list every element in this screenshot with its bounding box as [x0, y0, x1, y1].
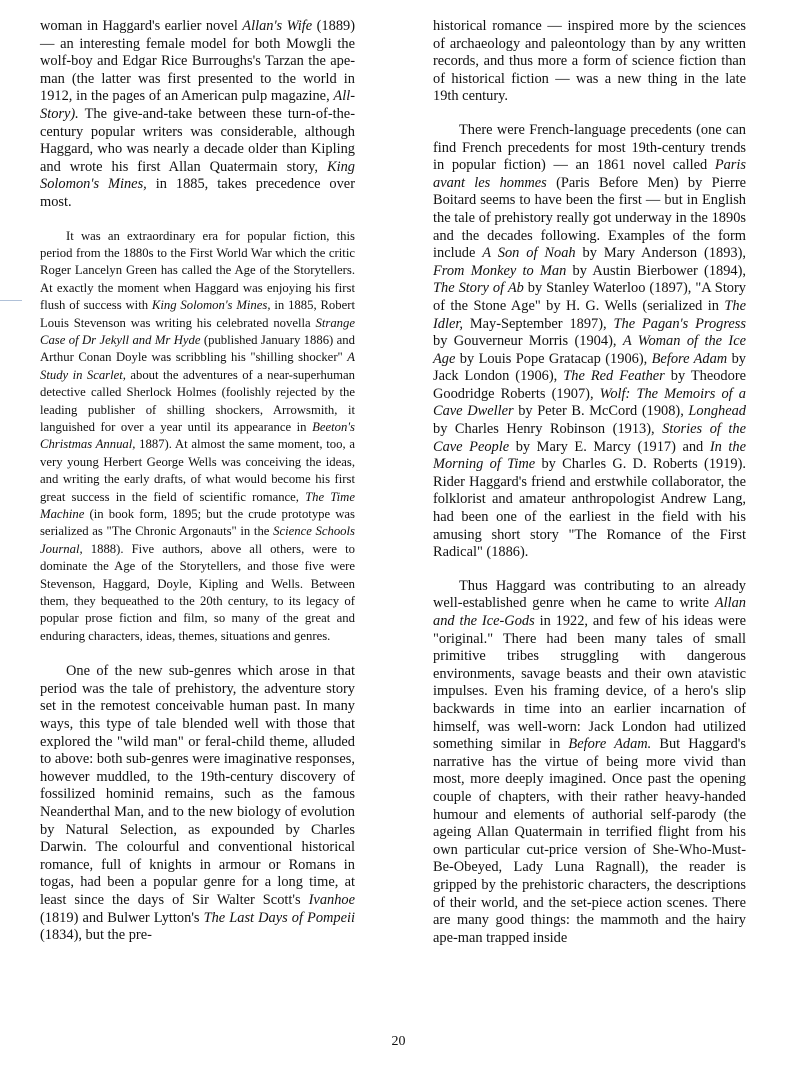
margin-pencil-mark [0, 300, 22, 301]
italic-title-text: Beeton's Christmas Annual, [40, 420, 355, 452]
right-paragraph-2 [433, 122, 746, 562]
body-text: in 1885, takes precedence over most. [40, 176, 355, 210]
italic-title-text: Allan and the Ice-Gods [433, 595, 746, 629]
body-text: (in book form, 1895; but the crude prototype was serialized as "The Chronic Argonauts" in the [40, 507, 355, 539]
body-text: by Mary Anderson (1893), [575, 245, 746, 262]
body-text: The give-and-take between these turn-of-the-century popular writers was considerable, although Haggard, who was nearly a decade older than Kipling and wrote his first Allan Quatermain story, [40, 105, 355, 175]
body-text: (1819) and Bulwer Lytton's [40, 909, 204, 926]
italic-title-text: The Story of Ab [433, 280, 524, 297]
body-text: by Mary E. Marcy (1917) and [509, 438, 710, 455]
left-paragraph-2 [40, 228, 355, 646]
body-text: But Haggard's narrative has the virtue of being more vivid than most, more deeply imagined. Once past the opening couple of chapters, with their rather heavy-handed humour and elements of authorial self-parody (the ageing Allan Quatermain in terrified flight from his own particular cut-price version of She-Who-Must-Be-Obeyed, Lady Luna Ragnall), the reader is gripped by the prehistoric characters, the descriptions of their world, and the set-piece action scenes. There are many good things: the mammoth and the hairy ape-man trapped inside [433, 736, 746, 946]
italic-title-text: In the Morning of Time [433, 438, 746, 473]
body-text: May-September 1897), [462, 315, 614, 332]
body-text: about the adventures of a near-superhuman detective called Sherlock Holmes (foolishly rejected by the leading publisher of shilling shockers, Arrowsmith, it languished for over a year until its appearance in [40, 367, 355, 434]
italic-title-text: From Monkey to Man [433, 262, 567, 279]
body-text: by Gouverneur Morris (1904), [433, 333, 623, 350]
italic-title-text: A Woman of the Ice Age [433, 333, 746, 367]
italic-title-text: Longhead [688, 403, 746, 420]
body-text: There were French-language precedents (one can find French precedents for most 19th-century trends in popular fiction) — an 1861 novel called [433, 121, 746, 174]
italic-title-text: Ivanhoe [308, 892, 355, 908]
italic-title-text: Strange Case of Dr Jekyll and Mr Hyde [40, 315, 355, 347]
body-text: by Charles Henry Robinson (1913), [433, 421, 663, 438]
body-text: (Paris Before Men) by Pierre Boitard seems to have been the first — but in English the tale of prehistory really got underway in the 1890s and the decades following. Examples of the form include [433, 174, 746, 262]
body-text: Thus Haggard was contributing to an already well-established genre when he came to write [433, 577, 746, 612]
right-paragraph-1 [433, 18, 746, 106]
body-text: (1889) — an interesting female model for both Mowgli the wolf-boy and Edgar Rice Burroughs's Tarzan the ape-man (the latter was first presented to the world in 1912, in the pages of an American pulp magazine, [40, 18, 356, 105]
left-column [40, 18, 355, 945]
body-text: by Charles G. D. Roberts (1919). Rider Haggard's friend and erstwhile collaborator, the folklorist and amateur anthropologist Andrew Lang, had been one of the earliest in the field with his amusing short story "The Romance of the First Radical" (1886). [433, 456, 746, 561]
italic-title-text: Before Adam. [568, 736, 652, 753]
right-paragraph-3 [433, 578, 746, 947]
italic-title-text: Before Adam [651, 350, 728, 367]
page-number: 20 [391, 1034, 406, 1049]
body-text: by Louis Pope Gratacap (1906), [455, 350, 652, 367]
body-text: by Stanley Waterloo (1897), "A Story of the Stone Age" by H. G. Wells (serialized in [433, 280, 746, 314]
body-text: by Austin Bierbower (1894), [566, 262, 746, 279]
italic-title-text: The Red Feather [563, 368, 665, 385]
body-text: in 1922, and few of his ideas were "original." There had been many tales of small primitive tribes struggling with dangerous environments, savage beasts and their own atavistic impulses. Even his framing device, of a hero's slip backwards in time into an earlier incarnation of himself, was well-worn: Jack London had utilized something similar in [433, 613, 746, 753]
body-text: One of the new sub-genres which arose in that period was the tale of prehistory, the adventure story set in the remotest conceivable human past. In many ways, this type of tale blended well with those that explored the "wild man" or feral-child theme, alluded to above: both sub-genres were imaginative responses, however muddled, to the 19th-century discovery of fossilized hominid remains, such as the famous Neanderthal Man, and to the new biology of evolution by Natural Selection, as expounded by Charles Darwin. The colourful and conventional historical romance, full of knights in armour or Romans in togas, had been a popular genre for a long time, at least since the days of Sir Walter Scott's [40, 663, 355, 908]
body-text: (1834), but the pre- [40, 927, 152, 944]
left-paragraph-1 [40, 18, 355, 212]
body-text: by Theodore Goodridge Roberts (1907), [433, 368, 747, 402]
body-text: by Peter B. McCord (1908), [513, 403, 689, 420]
body-text: by Jack London (1906), [433, 350, 746, 385]
italic-title-text: King Solomon's Mines, [151, 298, 271, 313]
body-text: 1887). At almost the same moment, too, a very young Herbert George Wells was conceiving the ideas, and writing the early drafts, of what would become his first great success in the field of scientific romance, [40, 437, 355, 504]
right-column [433, 18, 746, 947]
italic-title-text: The Pagan's Progress [613, 315, 746, 332]
italic-title-text: A Son of Noah [482, 245, 576, 262]
left-paragraph-3 [40, 663, 355, 945]
italic-title-text: Science Schools Journal, [40, 524, 355, 556]
italic-title-text: King Solomon's Mines, [40, 158, 355, 193]
italic-title-text: The Idler, [433, 297, 746, 332]
italic-title-text: Stories of the Cave People [433, 421, 747, 455]
italic-title-text: All-Story). [40, 88, 355, 122]
body-text: in 1885, Robert Louis Stevenson was writing his celebrated novella [40, 298, 355, 330]
body-text: 1888). Five authors, above all others, were to dominate the Age of the Storytellers, and those five were Stevenson, Haggard, Doyle, Kipling and Wells. Between them, they bequeathed to the 20th century, to its legacy of popular prose fiction and film, so many of the great and enduring characters, ideas, themes, situations and genres. [40, 541, 355, 643]
body-text: woman in Haggard's earlier novel [40, 18, 243, 34]
italic-title-text: Allan's Wife [242, 18, 313, 34]
italic-title-text: The Time Machine [40, 489, 355, 522]
italic-title-text: A Study in Scarlet, [40, 350, 355, 382]
body-text: historical romance — inspired more by the sciences of archaeology and paleontology than by any written records, and thus more a form of science fiction than of historical fiction — was a new thing in the late 19th century. [433, 18, 746, 105]
italic-title-text: Wolf: The Memoirs of a Cave Dweller [433, 385, 746, 420]
body-text: (published January 1886) and Arthur Conan Doyle was scribbling his "shilling shocker" [40, 332, 355, 365]
italic-title-text: Paris avant les hommes [433, 157, 746, 191]
body-text: It was an extraordinary era for popular fiction, this period from the 1880s to the First World War which the critic Roger Lancelyn Green has called the Age of the Storytellers. At exactly the moment when Haggard was enjoying his first flush of success with [40, 228, 355, 313]
italic-title-text: The Last Days of Pompeii [203, 909, 356, 926]
